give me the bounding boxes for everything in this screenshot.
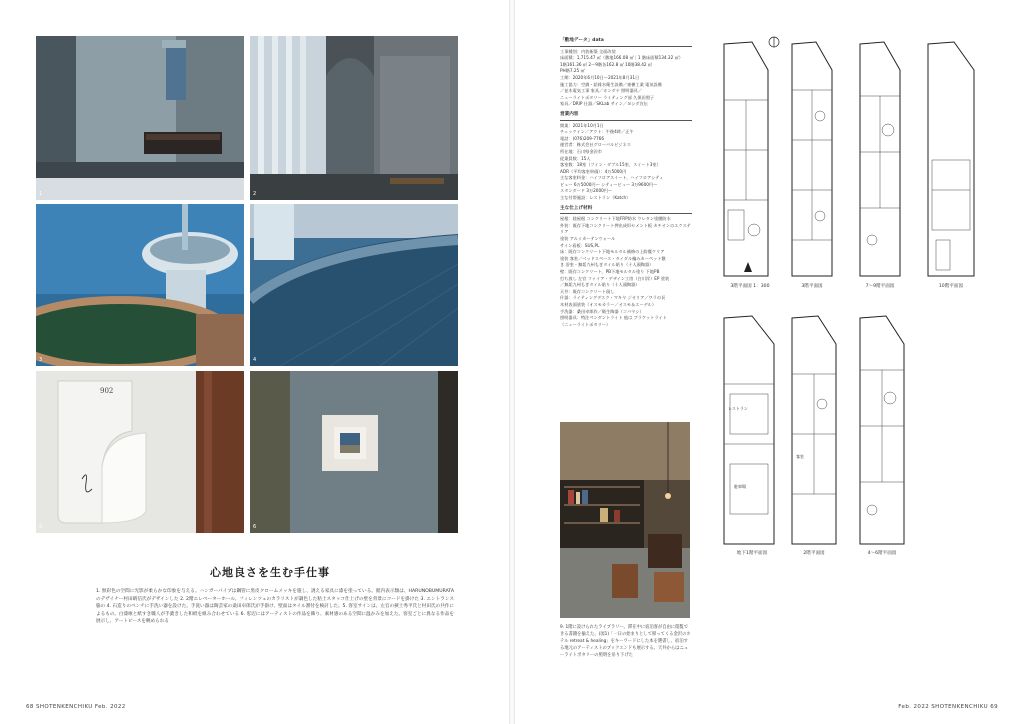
data-line: 打ち放し 左官 ファイア・デザイン工房（白川淳）EP 塗装: [560, 275, 670, 281]
data-section-title: 「敷地データ」data: [560, 38, 692, 47]
data-section-site: [560, 38, 692, 108]
data-line: 床面積：1,715.47 ㎡（敷地166.08 ㎡｜1 階床面積134.32 ㎡）: [560, 55, 683, 61]
room-label-guestroom: 客室: [796, 454, 804, 459]
room-label-restaurant: レストラン: [728, 406, 748, 411]
data-line: 従業員数：15人: [560, 155, 591, 161]
data-line: ビュー 6万5000円〜 シティービュー 3万9600円〜: [560, 181, 658, 187]
data-line: 開業：2021年10月1日: [560, 122, 604, 128]
photo-number: 3: [39, 357, 43, 363]
article-body-text: 1. 無彩色の空間に光影が柔らかな印象を与える。ハンガーパイプは鋼管に黒皮クロームメッキを施し、誂える家具に漆を塗っている。館内表示類は、HARUNOBUMURATAのデザイナー村田晴信氏がデザインした 2. 2階エレベーターホール。フィレンツェのカラリストが調色した粘土スタッコ仕上げの壁を背景にコードを掛けた 3. エントランス脇の 4. 石造りのベンチに手洗い器を設けた。手洗い器は陶芸家の桑田卓郎氏が手掛け、壁面はタイル割付を検討した。5. 客室サインは、左官の挾土秀平氏と村田氏の共作によるもの。白漆喰と紙すき職人が手漉きした和紙を組み合わせている 6. 窓辺にはアーティストの作品を飾り、素材感のある空間に温かみを加えた。客室ごとに異なる作品を展示し、アートピースを眺められる: [96, 589, 454, 624]
floor-plan-label: 2階平面図: [803, 551, 825, 556]
floor-plan-label: 7〜9階平面図: [865, 284, 895, 289]
data-line: き 浴室・無垢九州もぎタイル貼り（十人頭陶器）: [560, 262, 654, 268]
data-line: 電話：(076)209-7766: [560, 135, 604, 141]
data-line: 工事種別：内装新築 全面改装: [560, 48, 616, 54]
data-section-title: 営業内容: [560, 112, 692, 121]
floor-plan-3f: [790, 40, 834, 280]
data-line: 客室数：18室（ツイン・ダブル15室、スイート3室）: [560, 162, 661, 168]
data-line: （ニューライトポタリー）: [560, 321, 611, 327]
room-number-text: 902: [100, 387, 114, 395]
data-line: 照明器具：特注ペンダントライト 他は ブラケットライト: [560, 315, 667, 321]
floor-plan-label: 4〜6階平面図: [867, 551, 897, 556]
data-line: 1階161.36 ㎡ 2〜9階各162.8 ㎡ 10階38.42 ㎡: [560, 61, 653, 67]
data-line: 主な付帯施設：レストラン（Katch）: [560, 195, 631, 201]
data-line: 施工協力：空調・給排水衛生設備／東横工業 電気設備: [560, 81, 662, 87]
photo-caption: 9. 1階に設けられたライブラリー。滞在中に宿泊客が自由に閲覧できる書籍を揃えた。(図1)「一日の始まりとして帰ってくる金沢のホテル retreat & healing」をキーワードにした本を選書し、宿泊する地元のアーティストのブックエンドも展示する。天井からはニューライトポタリーの照明を吊り下げた: [560, 625, 691, 658]
data-column: [560, 38, 692, 332]
photo-number: 6: [253, 524, 257, 530]
data-line: PH階7.25 ㎡: [560, 68, 585, 74]
folio-left: 68 SHOTENKENCHIKU Feb. 2022: [26, 704, 126, 710]
photo-7-library: [560, 422, 690, 618]
data-line: 主な客室料金：ハイフロアスイート、ハイフロアシティ: [560, 175, 664, 181]
data-line: サイン看板：SUS,PL: [560, 242, 600, 248]
data-line: 塗装 客室／ベッドスペース・タイダル編みカーペット敷: [560, 255, 666, 261]
data-line: 木材表面塗装（オスモカラー／オスモ＆エーデル）: [560, 301, 657, 307]
photo-number: 5: [39, 524, 43, 530]
data-line: 家具／DRIP 仕器／SKLab サイン／ヨシダ宣伝: [560, 101, 648, 107]
data-section-materials: [560, 206, 692, 329]
floor-plan-label: 3階平面図: [801, 284, 823, 289]
data-line: 工期：2020年6月10日〜2021年8月31日: [560, 74, 640, 80]
data-line: 塗装 アルミカーテンウォール: [560, 236, 616, 242]
floor-plan-1f: [722, 40, 770, 280]
floor-plan-label: 地下1階平面図: [736, 551, 768, 556]
data-line: ニューライトポタリー ライティング部 久保田照子: [560, 94, 655, 100]
data-line: チェックイン／アウト：午後4時／正午: [560, 129, 634, 135]
data-line: 天井：既存コンクリート現し: [560, 288, 615, 294]
floor-plan-label: 3階平面図 1：300: [730, 284, 770, 289]
floor-plan-4-6f: [858, 314, 906, 548]
data-line: 屋根：陸屋根 コンクリート下地FRP防水 ウレタン塗膜防水: [560, 216, 671, 222]
data-line: 床：既存コンクリート下地モルタル補修の上防塵クリア: [560, 249, 665, 255]
data-line: ／無垢九州もぎタイル貼り（十人頭陶器）: [560, 282, 640, 288]
data-line: 什器：ライティングデスク・マキヤ ジオリア／ワラの長: [560, 295, 666, 301]
floor-plan-2f: [790, 314, 838, 548]
floor-plan-b1f: [722, 314, 776, 548]
photo-number: 2: [253, 191, 257, 197]
data-section-business: [560, 112, 692, 202]
data-line: 外装：既存下地コンクリート押出成形セメント板 カチオンのエクステリア: [560, 222, 691, 235]
room-label-parking: 駐車場: [734, 484, 746, 489]
data-line: 所在地：石川県金沢市: [560, 148, 602, 154]
data-line: ADR（平均客室単価）：4万5000円: [560, 168, 627, 174]
photo-number: 1: [39, 191, 43, 197]
photo-number: 4: [253, 357, 257, 363]
data-line: 壁：既存コンクリート、PB下地モルタル塗り 下地PB: [560, 269, 660, 274]
floor-plan-10f: [926, 40, 976, 280]
data-line: ／並木電気工事 家具／ホンダヤ 照明器具／: [560, 88, 643, 94]
data-line: 手洗器：桑田卓郎作／衛生陶器（コバヤシ）: [560, 308, 644, 314]
data-line: スタンダード 3万2000円〜: [560, 188, 613, 194]
article-heading: 心地良さを生む手仕事: [210, 566, 330, 579]
folio-right: Feb. 2022 SHOTENKENCHIKU 69: [898, 704, 998, 710]
data-section-title: 主な仕上げ材料: [560, 206, 692, 215]
floor-plan-7-9f: [858, 40, 902, 280]
data-line: 運営者：株式会社グローバルビジネス: [560, 142, 631, 148]
floor-plan-label: 10階平面図: [938, 284, 964, 289]
north-arrow-icon: [768, 36, 780, 48]
